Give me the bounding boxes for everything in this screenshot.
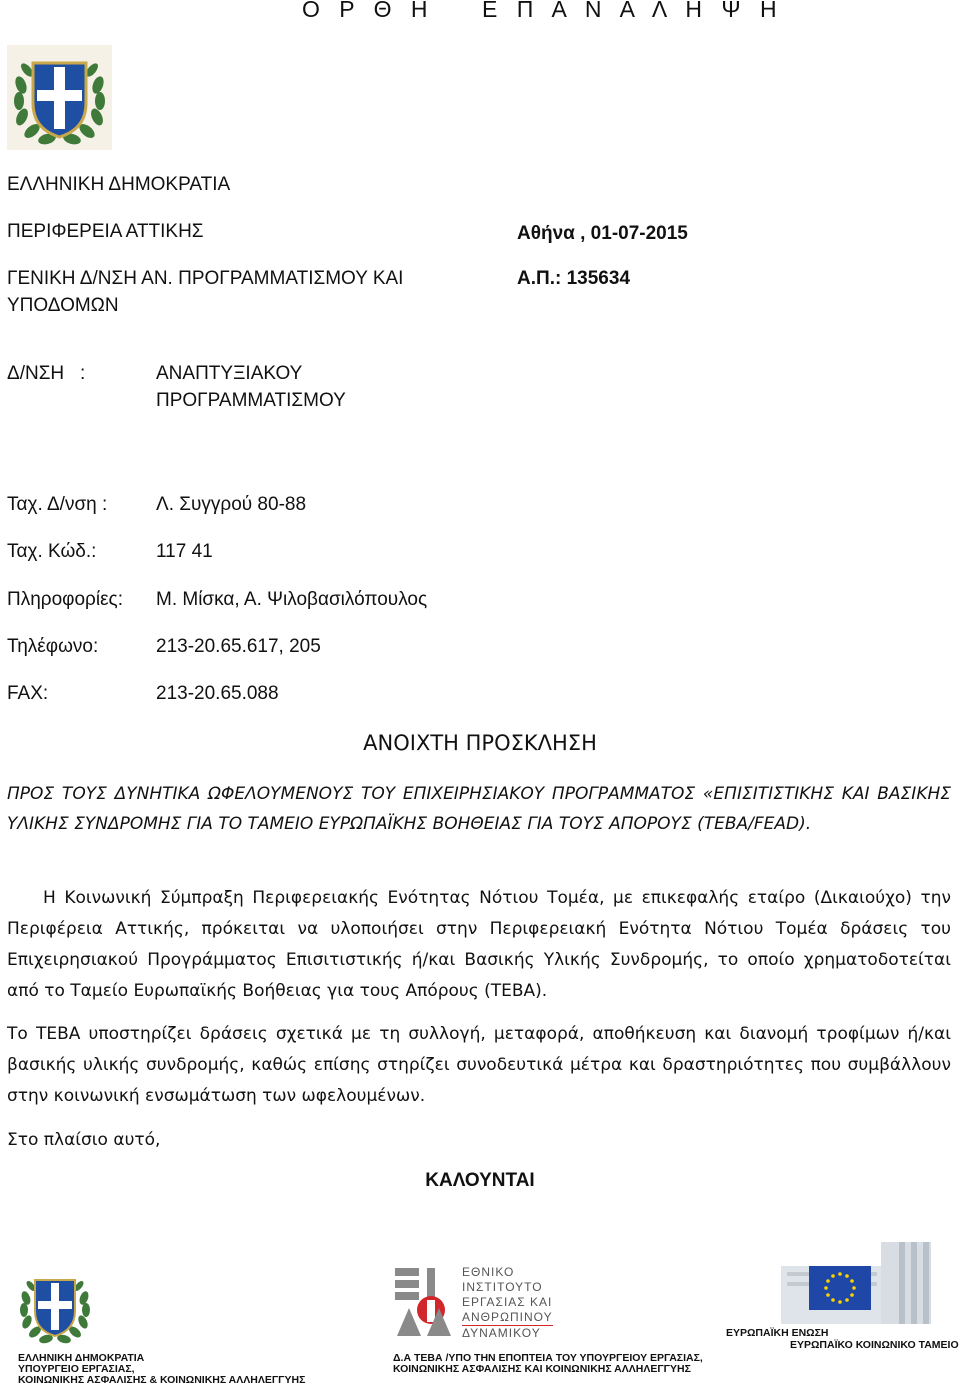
call-heading: ΚΑΛΟΥΝΤΑΙ xyxy=(425,1170,535,1191)
directorate-label: Δ/ΝΣΗ : xyxy=(7,363,86,384)
directorate-value-line1: ΑΝΑΠΤΥΞΙΑΚΟΥ xyxy=(156,363,303,384)
directorate-general-line1: ΓΕΝΙΚΗ Δ/ΝΣΗ ΑΝ. ΠΡΟΓΡΑΜΜΑΤΙΣΜΟΥ ΚΑΙ xyxy=(7,268,404,289)
call-intro: ΠΡΟΣ ΤΟΥΣ ΔΥΝΗΤΙΚΑ ΩΦΕΛΟΥΜΕΝΟΥΣ ΤΟΥ ΕΠΙΧΕΙΡΗΣΙΑΚΟΥ ΠΡΟΓΡΑΜΜΑΤΟΣ «ΕΠΙΣΙΤΙΣΤΙΚΗΣ ΚΑΙ ΒΑΣΙΚΗΣ ΥΛΙΚΗΣ ΣΥΝΔΡΟΜΗΣ ΓΙΑ ΤΟ ΤΑΜΕΙΟ ΕΥΡΩΠΑΪΚΗΣ ΒΟΗΘΕΙΑΣ ΓΙΑ ΤΟΥΣ ΑΠΟΡΟΥΣ (ΤΕΒΑ/FEAD). xyxy=(7,784,951,834)
contact-phone-label: Τηλέφωνο: xyxy=(7,636,99,657)
footer-center-line2: ΚΟΙΝΩΝΙΚΗΣ ΑΣΦΑΛΙΣΗΣ ΚΑΙ ΚΟΙΝΩΝΙΚΗΣ ΑΛΛΗΛΕΓΓΥΗΣ xyxy=(393,1363,691,1375)
open-call-title: ΑΝΟΙΧΤΗ ΠΡΟΣΚΛΗΣΗ xyxy=(363,731,597,755)
footer-center-line1: Δ.Α ΤΕΒΑ /ΥΠΟ ΤΗΝ ΕΠΟΠΤΕΙΑ ΤΟΥ ΥΠΟΥΡΓΕΙΟΥ ΕΡΓΑΣΙΑΣ, xyxy=(393,1352,703,1364)
paragraph-context: Στο πλαίσιο αυτό, xyxy=(7,1130,161,1150)
contact-postcode-value: 117 41 xyxy=(156,541,213,562)
eu-flag-building-icon xyxy=(781,1242,931,1324)
contact-postcode-label: Ταχ. Κώδ.: xyxy=(7,541,97,562)
footer-left-line3: ΚΟΙΝΩΝΙΚΗΣ ΑΣΦΑΛΙΣΗΣ & ΚΟΙΝΩΝΙΚΗΣ ΑΛΛΗΛΕΓΓΥΗΣ xyxy=(18,1374,306,1386)
paragraph-teva: Το ΤΕΒΑ υποστηρίζει δράσεις σχετικά με τη συλλογή, μεταφορά, αποθήκευση και διανομή τροφίμων ή/και βασικής υλικής συνδρομής, καθώς επίσης στηρίζει συνοδευτικά μέτρα και δραστηριότητες που συμβάλλουν στην κοινωνική ενσωμάτωση των ωφελουμένων. xyxy=(7,1024,951,1106)
footer-left-line2: ΥΠΟΥΡΓΕΙΟ ΕΡΓΑΣΙΑΣ, xyxy=(18,1363,135,1375)
contact-address-value: Λ. Συγγρού 80-88 xyxy=(156,494,307,515)
greek-coat-of-arms-icon xyxy=(7,45,112,150)
paragraph-partnership: Η Κοινωνική Σύμπραξη Περιφερειακής Ενότητας Νότιου Τομέα, με επικεφαλής εταίρο (Δικαιούχο) την Περιφέρεια Αττικής, πρόκειται να υλοποιήσει στην Περιφερειακή Ενότητα Νότιου Τομέα δράσεις του Επιχειρησιακού Προγράμματος Επισιτιστικής ή/και Βασικής Υλικής Συνδρομής, το οποίο χρηματοδοτείται από το Ταμείο Ευρωπαϊκής Βοήθειας για τους Απόρους (ΤΕΒΑ). xyxy=(7,888,951,1001)
republic-label: ΕΛΛΗΝΙΚΗ ΔΗΜΟΚΡΑΤΙΑ xyxy=(7,174,231,195)
title-word-2: Ε Π Α Ν Α Λ Η Ψ Η xyxy=(482,0,784,22)
contact-fax-value: 213-20.65.088 xyxy=(156,683,279,704)
directorate-value-line2: ΠΡΟΓΡΑΜΜΑΤΙΣΜΟΥ xyxy=(156,390,346,411)
eieadd-logo-icon xyxy=(393,1266,453,1338)
footer-right-line2: ΕΥΡΩΠΑΪΚΟ ΚΟΙΝΩΝΙΚΟ ΤΑΜΕΙΟ xyxy=(790,1339,959,1351)
footer-left-line1: ΕΛΛΗΝΙΚΗ ΔΗΜΟΚΡΑΤΙΑ xyxy=(18,1352,145,1364)
eieadd-line1: ΕΘΝΙΚΟ xyxy=(462,1265,515,1279)
contact-fax-label: FAX: xyxy=(7,683,49,704)
eieadd-line2: ΙΝΣΤΙΤΟΥΤΟ xyxy=(462,1280,543,1294)
contact-phone-value: 213-20.65.617, 205 xyxy=(156,636,321,657)
eieadd-line3: ΕΡΓΑΣΙΑΣ ΚΑΙ xyxy=(462,1295,553,1309)
document-date: Αθήνα , 01-07-2015 xyxy=(517,223,688,244)
title-word-1: Ο Ρ Θ Η xyxy=(302,0,434,22)
eieadd-logo-text xyxy=(462,1265,553,1341)
eieadd-line4: ΑΝΘΡΩΠΙΝΟΥ xyxy=(462,1310,553,1324)
footer-coat-of-arms-icon xyxy=(16,1268,94,1346)
protocol-number: Α.Π.: 135634 xyxy=(517,268,631,289)
document-title xyxy=(302,0,783,23)
contact-info-value: Μ. Μίσκα, Α. Ψιλοβασιλόπουλος xyxy=(156,589,428,610)
footer-right-line1: ΕΥΡΩΠΑΪΚΗ ΕΝΩΣΗ xyxy=(726,1327,829,1339)
contact-address-label: Ταχ. Δ/νση : xyxy=(7,494,108,515)
region-label: ΠΕΡΙΦΕΡΕΙΑ ΑΤΤΙΚΗΣ xyxy=(7,221,204,242)
contact-info-label: Πληροφορίες: xyxy=(7,589,123,610)
eieadd-line5: ΔΥΝΑΜΙΚΟΥ xyxy=(462,1325,553,1341)
directorate-general-line2: ΥΠΟΔΟΜΩΝ xyxy=(7,295,119,316)
